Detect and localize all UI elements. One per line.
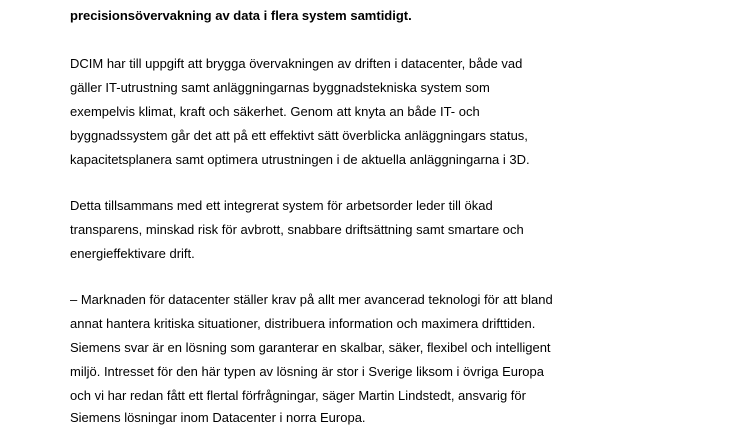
paragraph-3-line-6: Siemens lösningar inom Datacenter i norra Europa. xyxy=(70,410,366,425)
paragraph-1-line-5: kapacitetsplanera samt optimera utrustningen i de aktuella anläggningarna i 3D. xyxy=(70,152,530,167)
paragraph-1-line-2: gäller IT-utrustning samt anläggningarnas byggnadstekniska system som xyxy=(70,80,490,95)
paragraph-1-line-4: byggnadssystem går det att på ett effektivt sätt överblicka anläggningars status, xyxy=(70,128,528,143)
paragraph-2-line-1: Detta tillsammans med ett integrerat system för arbetsorder leder till ökad xyxy=(70,198,493,213)
paragraph-1-line-3: exempelvis klimat, kraft och säkerhet. Genom att knyta an både IT- och xyxy=(70,104,480,119)
heading-line: precisionsövervakning av data i flera system samtidigt. xyxy=(70,8,412,23)
paragraph-2-line-2: transparens, minskad risk för avbrott, snabbare driftsättning samt smartare och xyxy=(70,222,524,237)
paragraph-1-line-1: DCIM har till uppgift att brygga övervakningen av driften i datacenter, både vad xyxy=(70,56,523,71)
paragraph-3-line-2: annat hantera kritiska situationer, distribuera information och maximera drifttiden. xyxy=(70,316,536,331)
paragraph-3-line-4: miljö. Intresset för den här typen av lösning är stor i Sverige liksom i övriga Europa xyxy=(70,364,544,379)
paragraph-3-line-5: och vi har redan fått ett flertal förfrågningar, säger Martin Lindstedt, ansvarig för xyxy=(70,388,526,403)
paragraph-3-line-1: – Marknaden för datacenter ställer krav på allt mer avancerad teknologi för att bland xyxy=(70,292,553,307)
paragraph-3-line-3: Siemens svar är en lösning som garanterar en skalbar, säker, flexibel och intelligent xyxy=(70,340,551,355)
paragraph-2-line-3: energieffektivare drift. xyxy=(70,246,195,261)
